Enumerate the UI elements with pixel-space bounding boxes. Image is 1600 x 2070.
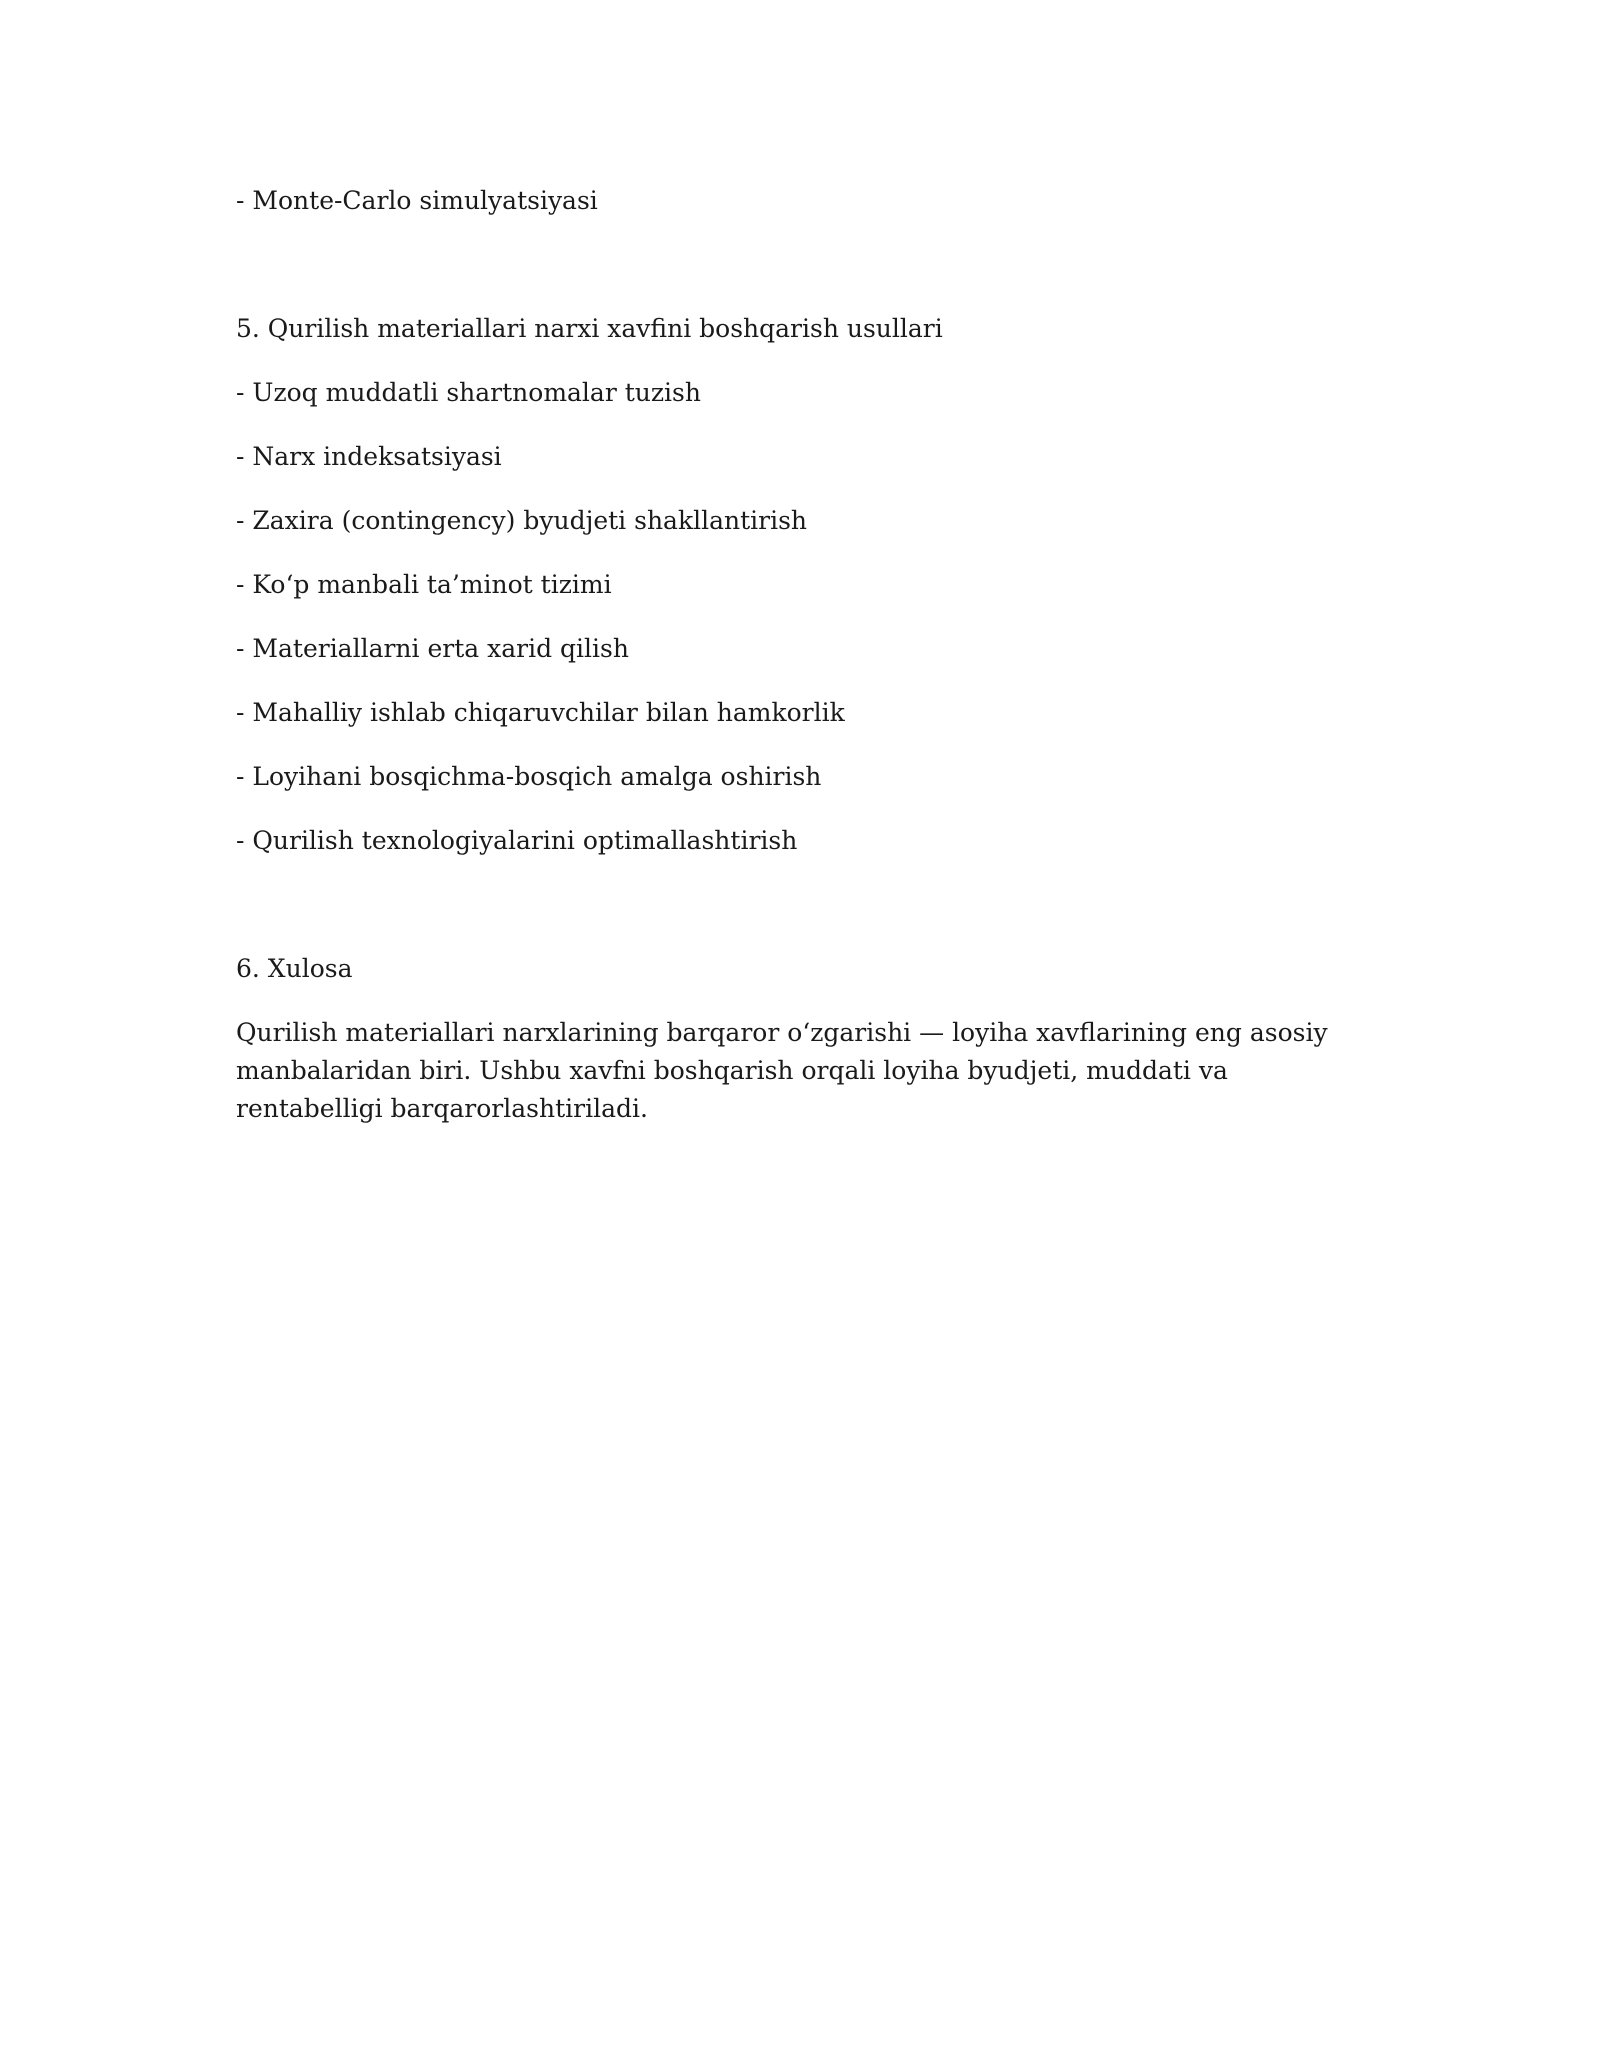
list-item: - Loyihani bosqichma-bosqich amalga oshirish [236,762,822,791]
list-item: - Ko‘p manbali ta’minot tizimi [236,570,612,599]
list-item: - Zaxira (contingency) byudjeti shakllantirish [236,506,808,535]
section-5-heading: 5. Qurilish materiallari narxi xavfini boshqarish usullari [236,314,943,343]
document-body [236,182,1366,1128]
conclusion-paragraph: Qurilish materiallari narxlarining barqaror o‘zgarishi — loyiha xavflarining eng asosiy manbalaridan biri. Ushbu xavfni boshqarish orqali loyiha byudjeti, muddati va rentabelligi barqarorlashtiriladi. [236,1018,1328,1123]
list-item: - Qurilish texnologiyalarini optimallashtirish [236,826,798,855]
list-item: - Mahalliy ishlab chiqaruvchilar bilan hamkorlik [236,698,845,727]
list-item-monte-carlo: - Monte-Carlo simulyatsiyasi [236,186,598,215]
list-item: - Uzoq muddatli shartnomalar tuzish [236,378,701,407]
list-item: - Narx indeksatsiyasi [236,442,502,471]
section-5-list [236,374,1366,860]
list-item: - Materiallarni erta xarid qilish [236,634,629,663]
section-6-heading: 6. Xulosa [236,954,353,983]
